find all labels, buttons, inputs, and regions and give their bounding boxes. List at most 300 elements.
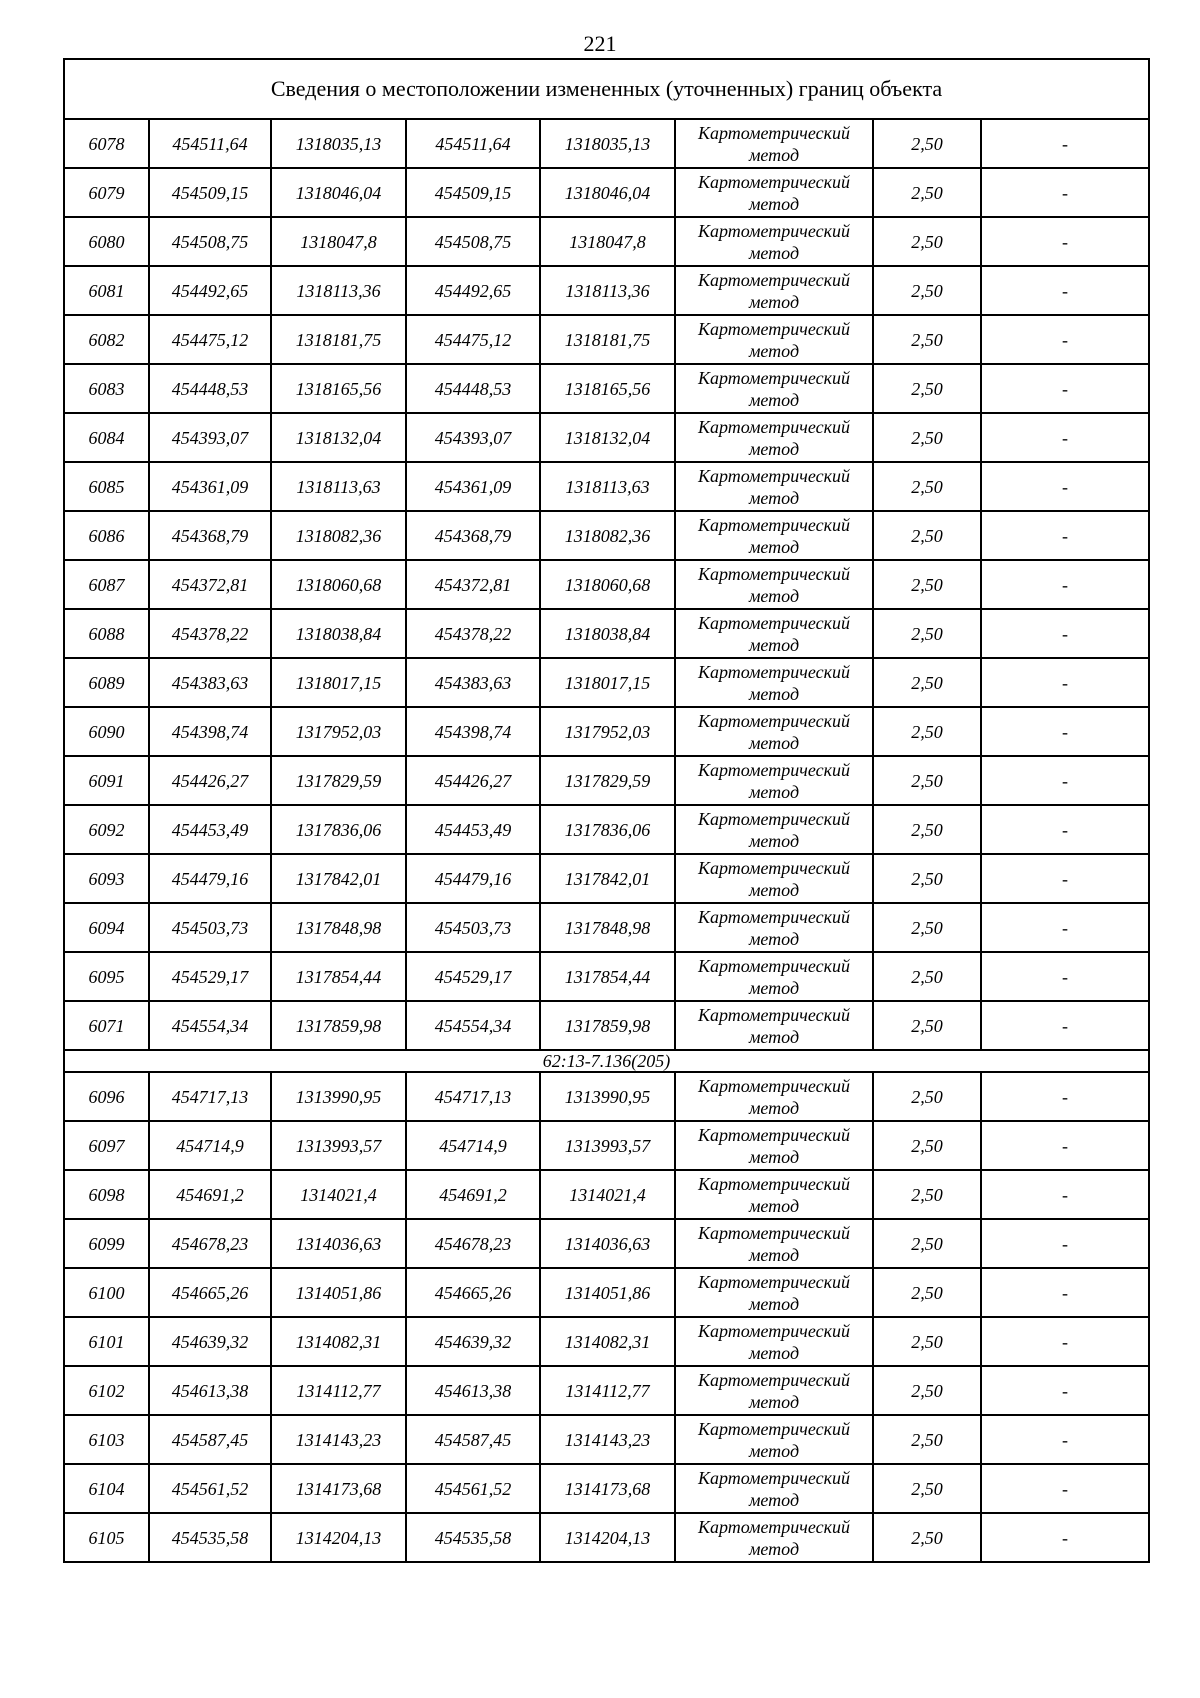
x-existing-cell: 454678,23 [149,1219,271,1268]
x-existing-cell: 454503,73 [149,903,271,952]
x-existing-cell: 454535,58 [149,1513,271,1562]
method-line1: Картометрический [697,1222,850,1243]
note-cell: - [981,707,1149,756]
point-id-cell: 6104 [64,1464,149,1513]
y-existing-cell: 1314036,63 [271,1219,406,1268]
method-cell [675,511,873,560]
x-existing-cell: 454587,45 [149,1415,271,1464]
table-row [64,413,1149,462]
x-new-cell: 454453,49 [406,805,540,854]
note-cell: - [981,1001,1149,1050]
y-existing-cell: 1318017,15 [271,658,406,707]
y-existing-cell: 1318181,75 [271,315,406,364]
y-new-cell: 1318181,75 [540,315,675,364]
accuracy-cell: 2,50 [873,1513,981,1562]
method-line1: Картометрический [697,269,850,290]
method-line1: Картометрический [697,1004,850,1025]
point-id-cell: 6082 [64,315,149,364]
table-row [64,119,1149,168]
accuracy-cell: 2,50 [873,560,981,609]
method-line1: Картометрический [697,122,850,143]
y-existing-cell: 1318047,8 [271,217,406,266]
x-new-cell: 454492,65 [406,266,540,315]
method-line2: метод [748,487,800,508]
note-cell: - [981,1317,1149,1366]
table-row [64,364,1149,413]
accuracy-cell: 2,50 [873,1464,981,1513]
method-cell [675,1366,873,1415]
x-new-cell: 454398,74 [406,707,540,756]
y-new-cell: 1318165,56 [540,364,675,413]
y-existing-cell: 1318060,68 [271,560,406,609]
method-cell [675,1317,873,1366]
note-cell: - [981,1170,1149,1219]
x-new-cell: 454639,32 [406,1317,540,1366]
accuracy-cell: 2,50 [873,168,981,217]
accuracy-cell: 2,50 [873,119,981,168]
y-existing-cell: 1314173,68 [271,1464,406,1513]
point-id-cell: 6092 [64,805,149,854]
accuracy-cell: 2,50 [873,609,981,658]
table-title: Сведения о местоположении измененных (уточненных) границ объекта [64,59,1149,119]
table-row [64,756,1149,805]
method-cell [675,1513,873,1562]
y-existing-cell: 1317848,98 [271,903,406,952]
note-cell: - [981,609,1149,658]
method-line2: метод [748,1440,800,1461]
method-line2: метод [748,781,800,802]
table-row [64,168,1149,217]
method-line1: Картометрический [697,1418,850,1439]
note-cell: - [981,413,1149,462]
note-cell: - [981,756,1149,805]
method-line1: Картометрический [697,465,850,486]
point-id-cell: 6081 [64,266,149,315]
point-id-cell: 6087 [64,560,149,609]
note-cell: - [981,1464,1149,1513]
y-new-cell: 1314036,63 [540,1219,675,1268]
x-existing-cell: 454714,9 [149,1121,271,1170]
method-line1: Картометрический [697,661,850,682]
y-new-cell: 1317836,06 [540,805,675,854]
method-line2: метод [748,242,800,263]
method-cell [675,903,873,952]
method-line1: Картометрический [697,318,850,339]
y-existing-cell: 1317952,03 [271,707,406,756]
table-row [64,1170,1149,1219]
accuracy-cell: 2,50 [873,1072,981,1121]
accuracy-cell: 2,50 [873,266,981,315]
point-id-cell: 6100 [64,1268,149,1317]
accuracy-cell: 2,50 [873,903,981,952]
y-existing-cell: 1314143,23 [271,1415,406,1464]
table-row [64,1121,1149,1170]
x-new-cell: 454509,15 [406,168,540,217]
note-cell: - [981,119,1149,168]
x-existing-cell: 454492,65 [149,266,271,315]
note-cell: - [981,1415,1149,1464]
x-existing-cell: 454361,09 [149,462,271,511]
point-id-cell: 6088 [64,609,149,658]
y-new-cell: 1314112,77 [540,1366,675,1415]
point-id-cell: 6093 [64,854,149,903]
note-cell: - [981,1268,1149,1317]
method-line1: Картометрический [697,1271,850,1292]
method-line2: метод [748,977,800,998]
x-new-cell: 454426,27 [406,756,540,805]
y-new-cell: 1318017,15 [540,658,675,707]
x-existing-cell: 454691,2 [149,1170,271,1219]
x-new-cell: 454508,75 [406,217,540,266]
method-line1: Картометрический [697,612,850,633]
y-new-cell: 1318113,63 [540,462,675,511]
method-line1: Картометрический [697,563,850,584]
section-label: 62:13-7.136(205) [64,1050,1149,1072]
method-line2: метод [748,389,800,410]
table-row [64,952,1149,1001]
y-new-cell: 1314143,23 [540,1415,675,1464]
x-new-cell: 454393,07 [406,413,540,462]
method-cell [675,658,873,707]
y-existing-cell: 1318082,36 [271,511,406,560]
x-existing-cell: 454613,38 [149,1366,271,1415]
x-new-cell: 454511,64 [406,119,540,168]
table-row [64,560,1149,609]
y-new-cell: 1317952,03 [540,707,675,756]
table-row [64,805,1149,854]
accuracy-cell: 2,50 [873,1268,981,1317]
note-cell: - [981,266,1149,315]
method-cell [675,609,873,658]
accuracy-cell: 2,50 [873,413,981,462]
table-row [64,462,1149,511]
method-line1: Картометрический [697,808,850,829]
method-line2: метод [748,340,800,361]
y-new-cell: 1314082,31 [540,1317,675,1366]
y-existing-cell: 1318165,56 [271,364,406,413]
method-line2: метод [748,928,800,949]
y-existing-cell: 1317842,01 [271,854,406,903]
y-existing-cell: 1313993,57 [271,1121,406,1170]
table-title-row [64,59,1149,119]
method-cell [675,119,873,168]
y-new-cell: 1318035,13 [540,119,675,168]
method-line2: метод [748,683,800,704]
method-cell [675,756,873,805]
accuracy-cell: 2,50 [873,217,981,266]
y-new-cell: 1313990,95 [540,1072,675,1121]
method-cell [675,1464,873,1513]
note-cell: - [981,462,1149,511]
method-line2: метод [748,536,800,557]
y-existing-cell: 1314082,31 [271,1317,406,1366]
y-existing-cell: 1317836,06 [271,805,406,854]
accuracy-cell: 2,50 [873,1001,981,1050]
y-existing-cell: 1313990,95 [271,1072,406,1121]
y-new-cell: 1317859,98 [540,1001,675,1050]
x-new-cell: 454361,09 [406,462,540,511]
note-cell: - [981,1121,1149,1170]
y-new-cell: 1313993,57 [540,1121,675,1170]
x-new-cell: 454714,9 [406,1121,540,1170]
y-new-cell: 1314173,68 [540,1464,675,1513]
note-cell: - [981,952,1149,1001]
y-new-cell: 1317848,98 [540,903,675,952]
point-id-cell: 6090 [64,707,149,756]
table-row [64,1415,1149,1464]
point-id-cell: 6099 [64,1219,149,1268]
point-id-cell: 6094 [64,903,149,952]
method-line1: Картометрический [697,1075,850,1096]
x-existing-cell: 454561,52 [149,1464,271,1513]
table-row [64,315,1149,364]
y-existing-cell: 1314112,77 [271,1366,406,1415]
point-id-cell: 6089 [64,658,149,707]
x-existing-cell: 454554,34 [149,1001,271,1050]
table-row [64,903,1149,952]
x-new-cell: 454554,34 [406,1001,540,1050]
method-cell [675,266,873,315]
y-new-cell: 1318113,36 [540,266,675,315]
point-id-cell: 6080 [64,217,149,266]
accuracy-cell: 2,50 [873,1317,981,1366]
point-id-cell: 6083 [64,364,149,413]
table-row [64,1366,1149,1415]
note-cell: - [981,315,1149,364]
method-line1: Картометрический [697,514,850,535]
accuracy-cell: 2,50 [873,1415,981,1464]
point-id-cell: 6084 [64,413,149,462]
x-new-cell: 454372,81 [406,560,540,609]
method-line1: Картометрический [697,759,850,780]
method-line2: метод [748,291,800,312]
section-header-row [64,1050,1149,1072]
accuracy-cell: 2,50 [873,1170,981,1219]
table-row [64,1317,1149,1366]
table-row [64,658,1149,707]
x-new-cell: 454678,23 [406,1219,540,1268]
x-new-cell: 454529,17 [406,952,540,1001]
point-id-cell: 6085 [64,462,149,511]
method-line1: Картометрический [697,416,850,437]
x-existing-cell: 454665,26 [149,1268,271,1317]
note-cell: - [981,1219,1149,1268]
method-line2: метод [748,1342,800,1363]
y-existing-cell: 1318113,36 [271,266,406,315]
y-new-cell: 1317854,44 [540,952,675,1001]
point-id-cell: 6103 [64,1415,149,1464]
accuracy-cell: 2,50 [873,805,981,854]
note-cell: - [981,658,1149,707]
method-cell [675,217,873,266]
note-cell: - [981,1366,1149,1415]
accuracy-cell: 2,50 [873,854,981,903]
note-cell: - [981,1072,1149,1121]
method-line1: Картометрический [697,171,850,192]
x-new-cell: 454561,52 [406,1464,540,1513]
note-cell: - [981,364,1149,413]
point-id-cell: 6096 [64,1072,149,1121]
point-id-cell: 6097 [64,1121,149,1170]
accuracy-cell: 2,50 [873,462,981,511]
y-existing-cell: 1318132,04 [271,413,406,462]
method-cell [675,364,873,413]
point-id-cell: 6086 [64,511,149,560]
accuracy-cell: 2,50 [873,707,981,756]
method-cell [675,854,873,903]
accuracy-cell: 2,50 [873,1121,981,1170]
method-line2: метод [748,193,800,214]
y-existing-cell: 1317829,59 [271,756,406,805]
method-cell [675,462,873,511]
y-new-cell: 1317829,59 [540,756,675,805]
accuracy-cell: 2,50 [873,658,981,707]
y-new-cell: 1318082,36 [540,511,675,560]
x-existing-cell: 454479,16 [149,854,271,903]
table-body [64,59,1149,1562]
y-new-cell: 1318060,68 [540,560,675,609]
method-cell [675,1072,873,1121]
accuracy-cell: 2,50 [873,364,981,413]
method-cell [675,952,873,1001]
point-id-cell: 6105 [64,1513,149,1562]
table-row [64,217,1149,266]
note-cell: - [981,560,1149,609]
table-row [64,1464,1149,1513]
y-existing-cell: 1314051,86 [271,1268,406,1317]
table-row [64,266,1149,315]
x-existing-cell: 454398,74 [149,707,271,756]
accuracy-cell: 2,50 [873,1219,981,1268]
point-id-cell: 6078 [64,119,149,168]
x-new-cell: 454691,2 [406,1170,540,1219]
x-existing-cell: 454509,15 [149,168,271,217]
x-existing-cell: 454372,81 [149,560,271,609]
method-cell [675,1170,873,1219]
method-line2: метод [748,144,800,165]
method-line2: метод [748,585,800,606]
y-existing-cell: 1318035,13 [271,119,406,168]
page-number: 221 [583,31,617,56]
accuracy-cell: 2,50 [873,1366,981,1415]
table-row [64,511,1149,560]
table-row [64,707,1149,756]
x-existing-cell: 454368,79 [149,511,271,560]
note-cell: - [981,511,1149,560]
method-line2: метод [748,732,800,753]
accuracy-cell: 2,50 [873,315,981,364]
x-new-cell: 454378,22 [406,609,540,658]
method-line2: метод [748,1293,800,1314]
y-new-cell: 1314051,86 [540,1268,675,1317]
x-new-cell: 454503,73 [406,903,540,952]
accuracy-cell: 2,50 [873,511,981,560]
method-cell [675,168,873,217]
method-line2: метод [748,830,800,851]
method-cell [675,1001,873,1050]
x-new-cell: 454613,38 [406,1366,540,1415]
y-new-cell: 1318047,8 [540,217,675,266]
method-cell [675,1219,873,1268]
method-line1: Картометрический [697,955,850,976]
x-new-cell: 454665,26 [406,1268,540,1317]
x-new-cell: 454717,13 [406,1072,540,1121]
point-id-cell: 6095 [64,952,149,1001]
y-new-cell: 1314204,13 [540,1513,675,1562]
point-id-cell: 6098 [64,1170,149,1219]
method-cell [675,413,873,462]
note-cell: - [981,168,1149,217]
method-line1: Картометрический [697,906,850,927]
method-line2: метод [748,1146,800,1167]
note-cell: - [981,217,1149,266]
method-line1: Картометрический [697,1320,850,1341]
y-new-cell: 1317842,01 [540,854,675,903]
method-line2: метод [748,1538,800,1559]
method-line1: Картометрический [697,1124,850,1145]
point-id-cell: 6091 [64,756,149,805]
method-line2: метод [748,634,800,655]
note-cell: - [981,1513,1149,1562]
method-line2: метод [748,1097,800,1118]
y-existing-cell: 1318113,63 [271,462,406,511]
x-new-cell: 454383,63 [406,658,540,707]
y-new-cell: 1314021,4 [540,1170,675,1219]
method-line2: метод [748,1489,800,1510]
table-row [64,1513,1149,1562]
x-existing-cell: 454378,22 [149,609,271,658]
y-existing-cell: 1314204,13 [271,1513,406,1562]
point-id-cell: 6079 [64,168,149,217]
table-row [64,609,1149,658]
method-line2: метод [748,879,800,900]
point-id-cell: 6071 [64,1001,149,1050]
y-new-cell: 1318038,84 [540,609,675,658]
method-cell [675,707,873,756]
method-line1: Картометрический [697,710,850,731]
y-existing-cell: 1317854,44 [271,952,406,1001]
method-line1: Картометрический [697,1173,850,1194]
table-row [64,854,1149,903]
method-line1: Картометрический [697,1369,850,1390]
table-row [64,1219,1149,1268]
method-cell [675,560,873,609]
x-existing-cell: 454529,17 [149,952,271,1001]
method-cell [675,1415,873,1464]
note-cell: - [981,903,1149,952]
x-existing-cell: 454639,32 [149,1317,271,1366]
note-cell: - [981,854,1149,903]
y-new-cell: 1318132,04 [540,413,675,462]
method-line1: Картометрический [697,857,850,878]
y-existing-cell: 1317859,98 [271,1001,406,1050]
point-id-cell: 6101 [64,1317,149,1366]
method-line2: метод [748,1391,800,1412]
y-new-cell: 1318046,04 [540,168,675,217]
point-id-cell: 6102 [64,1366,149,1415]
method-line1: Картометрический [697,1516,850,1537]
x-existing-cell: 454448,53 [149,364,271,413]
x-new-cell: 454368,79 [406,511,540,560]
x-existing-cell: 454453,49 [149,805,271,854]
method-line2: метод [748,1195,800,1216]
x-existing-cell: 454393,07 [149,413,271,462]
x-new-cell: 454479,16 [406,854,540,903]
x-existing-cell: 454426,27 [149,756,271,805]
y-existing-cell: 1318046,04 [271,168,406,217]
method-cell [675,1268,873,1317]
method-line2: метод [748,1026,800,1047]
